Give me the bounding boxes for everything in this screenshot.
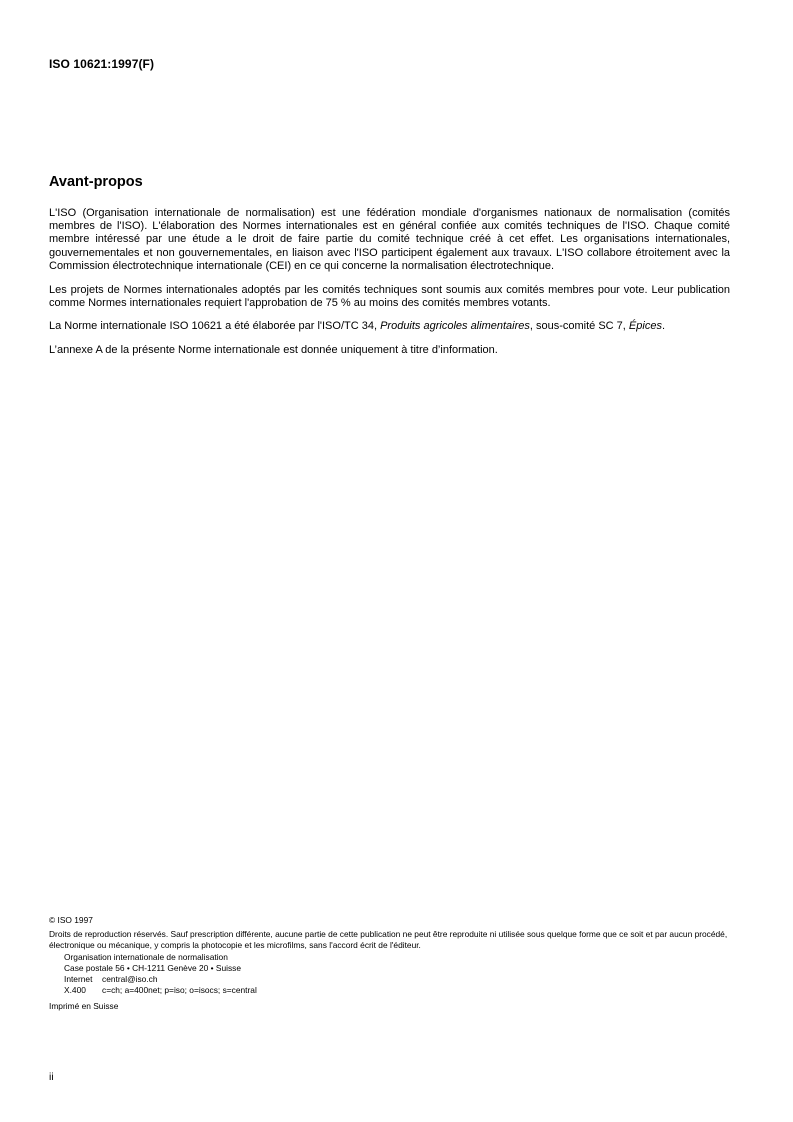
printed-in: Imprimé en Suisse — [49, 1000, 119, 1011]
paragraph-3-middle: , sous-comité SC 7, — [529, 320, 629, 333]
foreword-body — [49, 207, 730, 367]
rights-notice: Droits de reproduction réservés. Sauf prescription différente, aucune partie de cette publication ne peut être reproduite ni utilisée sous quelque forme que ce soit et par aucun procédé, électronique ou mécanique, y compris la photocopie et les microfilms, sans l'accord écrit de l'éditeur. — [49, 928, 728, 950]
foreword-paragraph-4: L’annexe A de la présente Norme internationale est donnée uniquement à titre d’information. — [49, 344, 498, 357]
copyright-footer — [49, 915, 739, 1011]
publisher-address — [49, 952, 739, 995]
document-id: ISO 10621:1997(F) — [49, 57, 155, 71]
x400-label: X.400 — [64, 984, 86, 995]
x400-value: c=ch; a=400net; p=iso; o=isocs; s=central — [102, 984, 257, 995]
internet-row — [64, 974, 739, 985]
organisation-name: Organisation internationale de normalisation — [64, 952, 228, 963]
foreword-title: Avant-propos — [49, 174, 143, 190]
foreword-paragraph-3 — [49, 320, 730, 333]
foreword-paragraph-2: Les projets de Normes internationales adoptés par les comités techniques sont soumis aux comités membres pour vote. Leur publication comme Normes internationales requiert l'approbation de 75 % au moins des comités membres votants. — [49, 283, 730, 309]
paragraph-3-prefix: La Norme internationale ISO 10621 a été élaborée par l'ISO/TC 34, — [49, 320, 381, 333]
subcommittee-name: Épices — [628, 320, 662, 333]
internet-value: central@iso.ch — [102, 973, 158, 984]
postal-address: Case postale 56 • CH-1211 Genève 20 • Suisse — [64, 963, 242, 974]
copyright-line: © ISO 1997 — [49, 915, 93, 925]
internet-label: Internet — [64, 973, 93, 984]
x400-row — [64, 985, 739, 996]
committee-name: Produits agricoles alimentaires — [380, 320, 530, 333]
foreword-paragraph-1: L'ISO (Organisation internationale de normalisation) est une fédération mondiale d'organismes nationaux de normalisation (comités membres de l'ISO). L'élaboration des Normes internationales est en général confiée aux comités techniques de l'ISO. Chaque comité membre intéressé par une étude a le droit de faire partie du comité technique créé à cet effet. Les organisations internationales, gouvernementales et non gouvernementales, en liaison avec l'ISO participent également aux travaux. L'ISO collabore étroitement avec la Commission électrotechnique internationale (CEI) en ce qui concerne la normalisation électrotechnique. — [49, 207, 730, 272]
paragraph-3-suffix: . — [661, 320, 666, 333]
page-number: ii — [49, 1071, 54, 1083]
